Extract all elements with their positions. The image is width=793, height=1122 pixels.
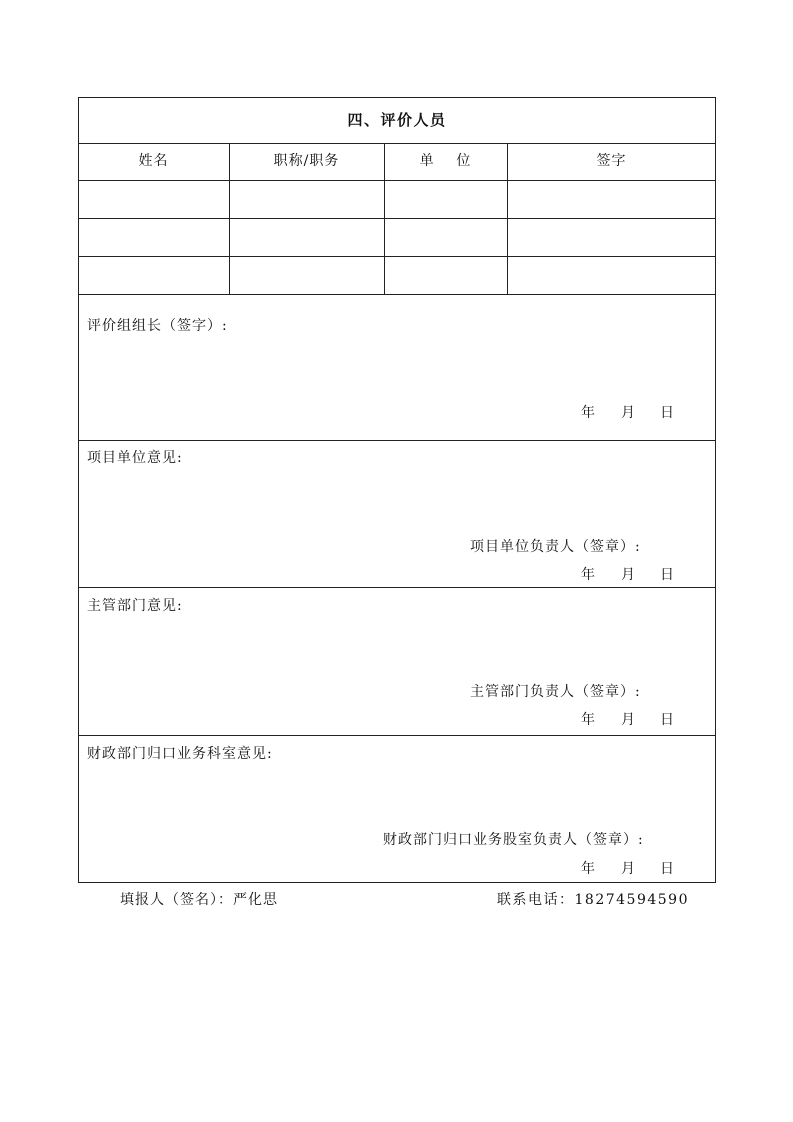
header-signature: 签字: [596, 153, 627, 169]
section-divider: [78, 587, 716, 588]
table-bottom-divider: [78, 294, 716, 295]
finance-date-month: 月: [621, 861, 636, 877]
title-cell: [229, 256, 384, 294]
title-cell: [229, 180, 384, 218]
name-cell: [78, 218, 229, 256]
section-divider: [78, 440, 716, 441]
section-divider: [78, 735, 716, 736]
signature-cell: [507, 180, 716, 218]
supervisor-date-day: 日: [660, 712, 675, 728]
finance-date-year: 年: [581, 861, 596, 877]
finance-date-day: 日: [660, 861, 675, 877]
contact-phone: 联系电话：18274594590: [497, 892, 689, 908]
supervisor-signer-label: 主管部门负责人（签章）:: [470, 684, 641, 700]
supervisor-date-year: 年: [581, 712, 596, 728]
supervisor-date-month: 月: [621, 712, 636, 728]
header-unit: 单 位: [419, 153, 472, 169]
leader-date-day: 日: [660, 405, 675, 421]
header-name: 姓名: [138, 153, 169, 169]
project-unit-opinion-label: 项目单位意见:: [87, 450, 183, 466]
supervisor-opinion-label: 主管部门意见:: [87, 598, 183, 614]
title-cell: [229, 218, 384, 256]
title-divider: [78, 143, 716, 144]
signature-cell: [507, 218, 716, 256]
filler-signature: 填报人（签名）：严化思: [120, 892, 278, 908]
project-unit-date-day: 日: [660, 567, 675, 583]
unit-cell: [384, 180, 507, 218]
leader-date-year: 年: [581, 405, 596, 421]
name-cell: [78, 256, 229, 294]
finance-signer-label: 财政部门归口业务股室负责人（签章）:: [383, 832, 644, 848]
name-cell: [78, 180, 229, 218]
leader-signature-label: 评价组组长（签字）:: [87, 318, 228, 334]
project-unit-signer-label: 项目单位负责人（签章）:: [470, 539, 641, 555]
project-unit-date-year: 年: [581, 567, 596, 583]
section-title: 四、评价人员: [347, 111, 447, 129]
project-unit-date-month: 月: [621, 567, 636, 583]
leader-date-month: 月: [621, 405, 636, 421]
unit-cell: [384, 256, 507, 294]
header-title-position: 职称/职务: [273, 153, 340, 169]
finance-opinion-label: 财政部门归口业务科室意见:: [87, 746, 273, 762]
unit-cell: [384, 218, 507, 256]
signature-cell: [507, 256, 716, 294]
